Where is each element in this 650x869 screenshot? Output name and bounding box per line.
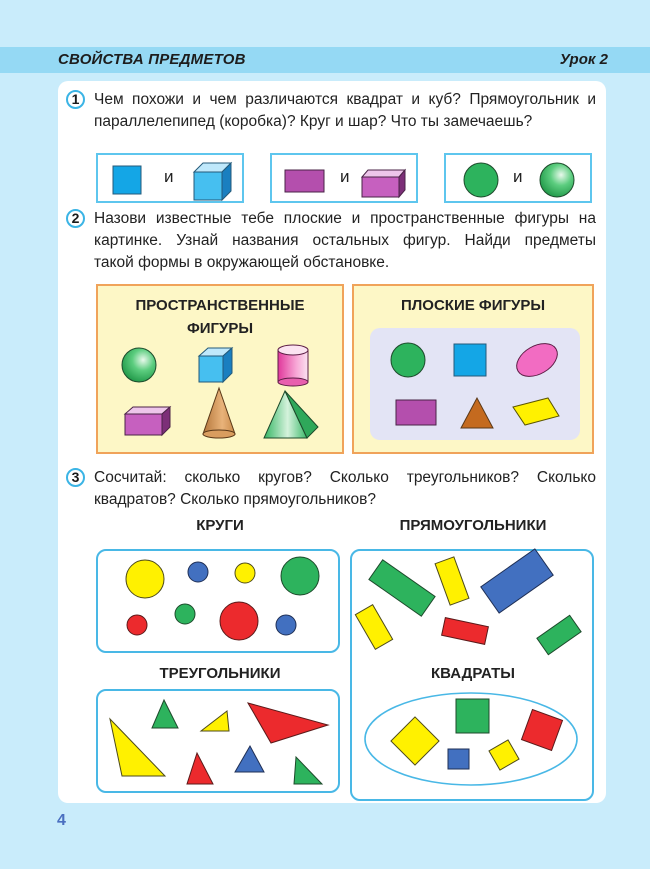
triangles-box: [96, 689, 340, 793]
group-heading-rectangles: ПРЯМОУГОЛЬНИКИ: [399, 517, 547, 534]
panel-title: ПРОСТРАНСТВЕННЫЕ ФИГУРЫ: [135, 297, 305, 337]
group-heading-triangles: ТРЕУГОЛЬНИКИ: [159, 665, 281, 682]
pair-square-cube: [96, 153, 244, 203]
conjunction-and: и: [164, 167, 174, 186]
flat-figures-area: [370, 328, 580, 440]
lesson-header-band: [0, 47, 650, 73]
task-3-text: Сосчитай: сколько кругов? Сколько треугольников? Сколько квадратов? Сколько прямоугольников?: [94, 469, 596, 508]
conjunction-and: и: [340, 167, 350, 186]
task-1-text: Чем похожи и чем различаются квадрат и куб? Прямоугольник и параллелепипед (коробка)? Круг и шар? Что ты замечаешь?: [94, 91, 596, 130]
triangles-illustration: [98, 691, 342, 795]
section-title: СВОЙСТВА ПРЕДМЕТОВ: [58, 51, 246, 68]
solid-figures-illustration: [98, 286, 346, 456]
task-number-badge: 2: [66, 209, 85, 228]
task-number-badge: 3: [66, 468, 85, 487]
group-heading-squares: КВАДРАТЫ: [431, 665, 515, 682]
lesson-number: Урок 2: [559, 51, 608, 68]
task-number-badge: 1: [66, 90, 85, 109]
panel-title: ПЛОСКИЕ ФИГУРЫ: [400, 297, 546, 314]
pair-rectangle-box: [270, 153, 418, 203]
solid-figures-panel: [96, 284, 344, 454]
task-2-text: Назови известные тебе плоские и пространственные фигуры на картинке. Узнай названия остальных фигур. Найди предметы такой формы в окружающей обстановке.: [94, 210, 596, 271]
flat-figures-illustration: [370, 328, 580, 440]
conjunction-and: и: [513, 167, 523, 186]
group-heading-circles: КРУГИ: [196, 517, 244, 534]
task-2: [66, 208, 596, 288]
flat-figures-panel: [352, 284, 594, 454]
page-number: 4: [57, 812, 66, 829]
task-1: [66, 89, 596, 209]
content-card: [58, 81, 606, 803]
pair-circle-sphere: [444, 153, 592, 203]
circles-illustration: [98, 551, 342, 655]
circles-box: [96, 549, 340, 653]
